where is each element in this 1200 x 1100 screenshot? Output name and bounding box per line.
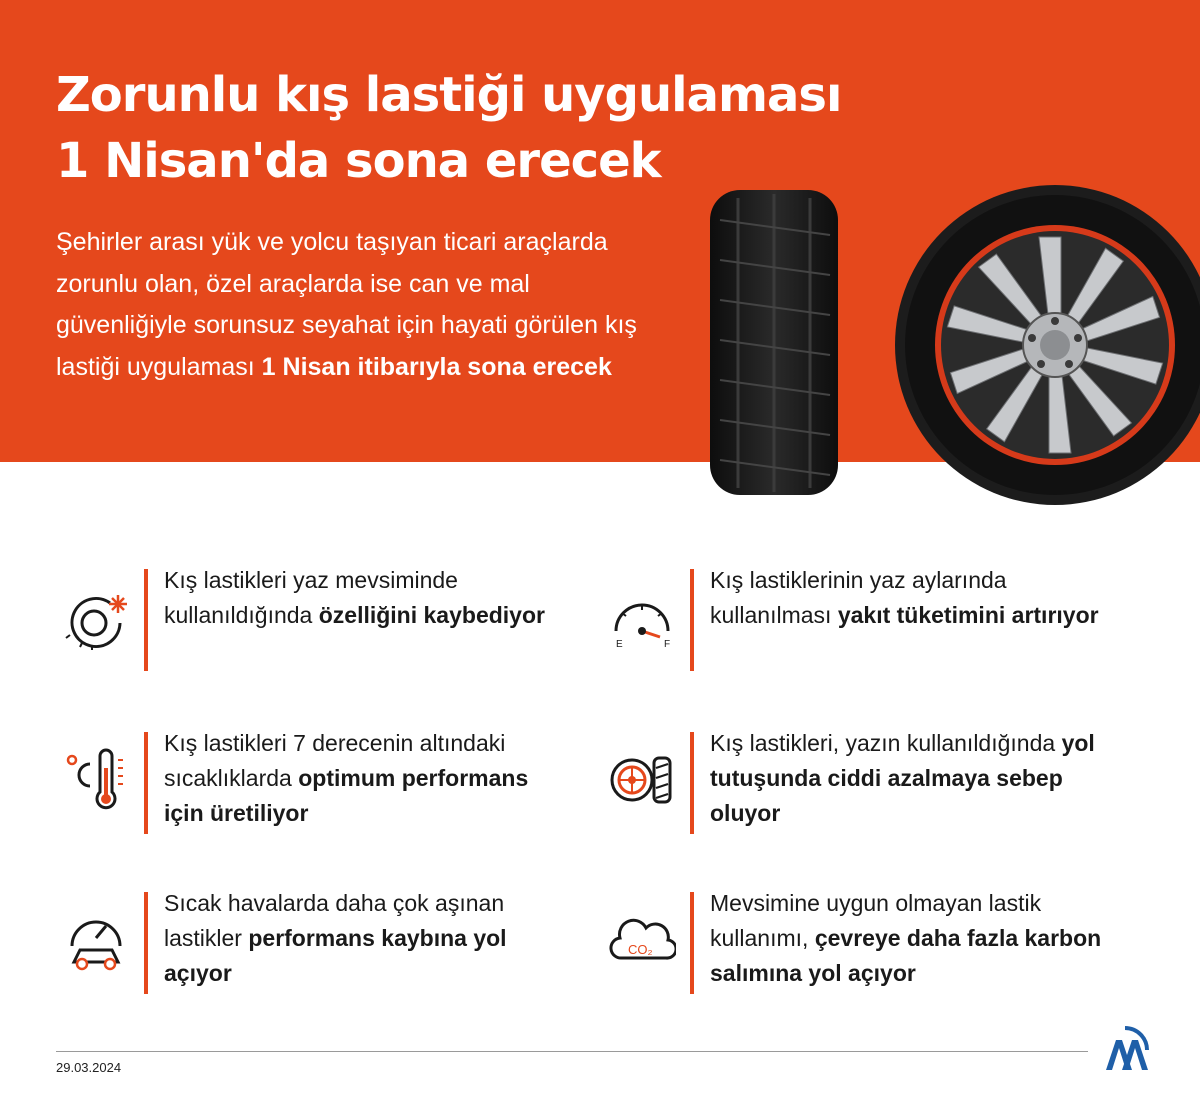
item-accent-bar <box>144 732 148 834</box>
item-text-regular: Kış lastiklerinin yaz aylarında kullanılması <box>710 567 1007 628</box>
item-text <box>164 886 564 991</box>
item-text-bold: optimum performans için üretiliyor <box>164 765 529 826</box>
info-item-3 <box>62 732 532 834</box>
tire-side-view <box>710 190 838 495</box>
item-accent-bar <box>690 569 694 671</box>
item-accent-bar <box>690 892 694 994</box>
item-text <box>710 886 1110 991</box>
aa-logo-icon <box>1100 1026 1150 1072</box>
info-item-4 <box>608 730 1095 834</box>
item-accent-bar <box>690 732 694 834</box>
item-text-bold: yakıt tüketimini artırıyor <box>837 602 1099 628</box>
wheel-front-view <box>895 185 1200 505</box>
item-text-regular: Kış lastikleri, yazın kullanıldığında <box>710 730 1056 756</box>
footer-divider <box>56 1051 1088 1052</box>
intro-text: Şehirler arası yük ve yolcu taşıyan ticari araçlarda zorunlu olan, özel araçlarda ise can ve mal güvenliğiyle sorunsuz seyahat için hayati görülen kış lastiği uygulaması <box>56 228 637 381</box>
item-text <box>710 726 1110 831</box>
item-text <box>164 563 564 633</box>
item-text-regular: Mevsimine uygun olmayan lastik kullanımı, <box>710 890 1042 951</box>
info-item-6 <box>608 890 1102 994</box>
footer-date: 29.03.2024 <box>56 1060 122 1075</box>
gauge-full-label: F <box>664 639 671 650</box>
fuel-gauge-icon <box>608 583 676 651</box>
co2-cloud-icon <box>608 906 676 974</box>
speedometer-car-icon <box>62 906 130 974</box>
item-text-bold: performans kaybına yol açıyor <box>164 925 507 986</box>
sun-snow-cycle-icon <box>62 583 130 651</box>
intro-bold-text: 1 Nisan itibarıyla sona erecek <box>261 352 612 381</box>
item-text-regular: Kış lastikleri yaz mevsiminde kullanıldığında <box>164 567 458 628</box>
title-line-2: 1 Nisan'da sona erecek <box>56 133 661 189</box>
item-text <box>164 726 564 831</box>
info-item-5 <box>62 892 532 994</box>
intro-paragraph <box>56 222 656 388</box>
tire-grip-icon <box>608 746 676 814</box>
co2-label: CO₂ <box>628 942 653 957</box>
item-text-regular: Sıcak havalarda daha çok aşınan lastikler <box>164 890 505 951</box>
page-title <box>56 62 841 194</box>
item-text <box>710 563 1110 633</box>
info-item-1 <box>62 567 545 671</box>
item-text-bold: özelliğini kaybediyor <box>318 602 545 628</box>
item-text-bold: çevreye daha fazla karbon salımına yol açıyor <box>710 925 1102 986</box>
tires-illustration <box>690 180 1200 510</box>
gauge-empty-label: E <box>616 639 623 650</box>
item-text-bold: yol tutuşunda ciddi azalmaya sebep oluyor <box>710 730 1095 826</box>
item-accent-bar <box>144 569 148 671</box>
title-line-1: Zorunlu kış lastiği uygulaması <box>56 67 842 123</box>
info-item-2 <box>608 567 1099 671</box>
item-text-regular: Kış lastikleri 7 derecenin altındaki sıcaklıklarda <box>164 730 506 791</box>
thermometer-icon <box>62 746 130 814</box>
item-accent-bar <box>144 892 148 994</box>
